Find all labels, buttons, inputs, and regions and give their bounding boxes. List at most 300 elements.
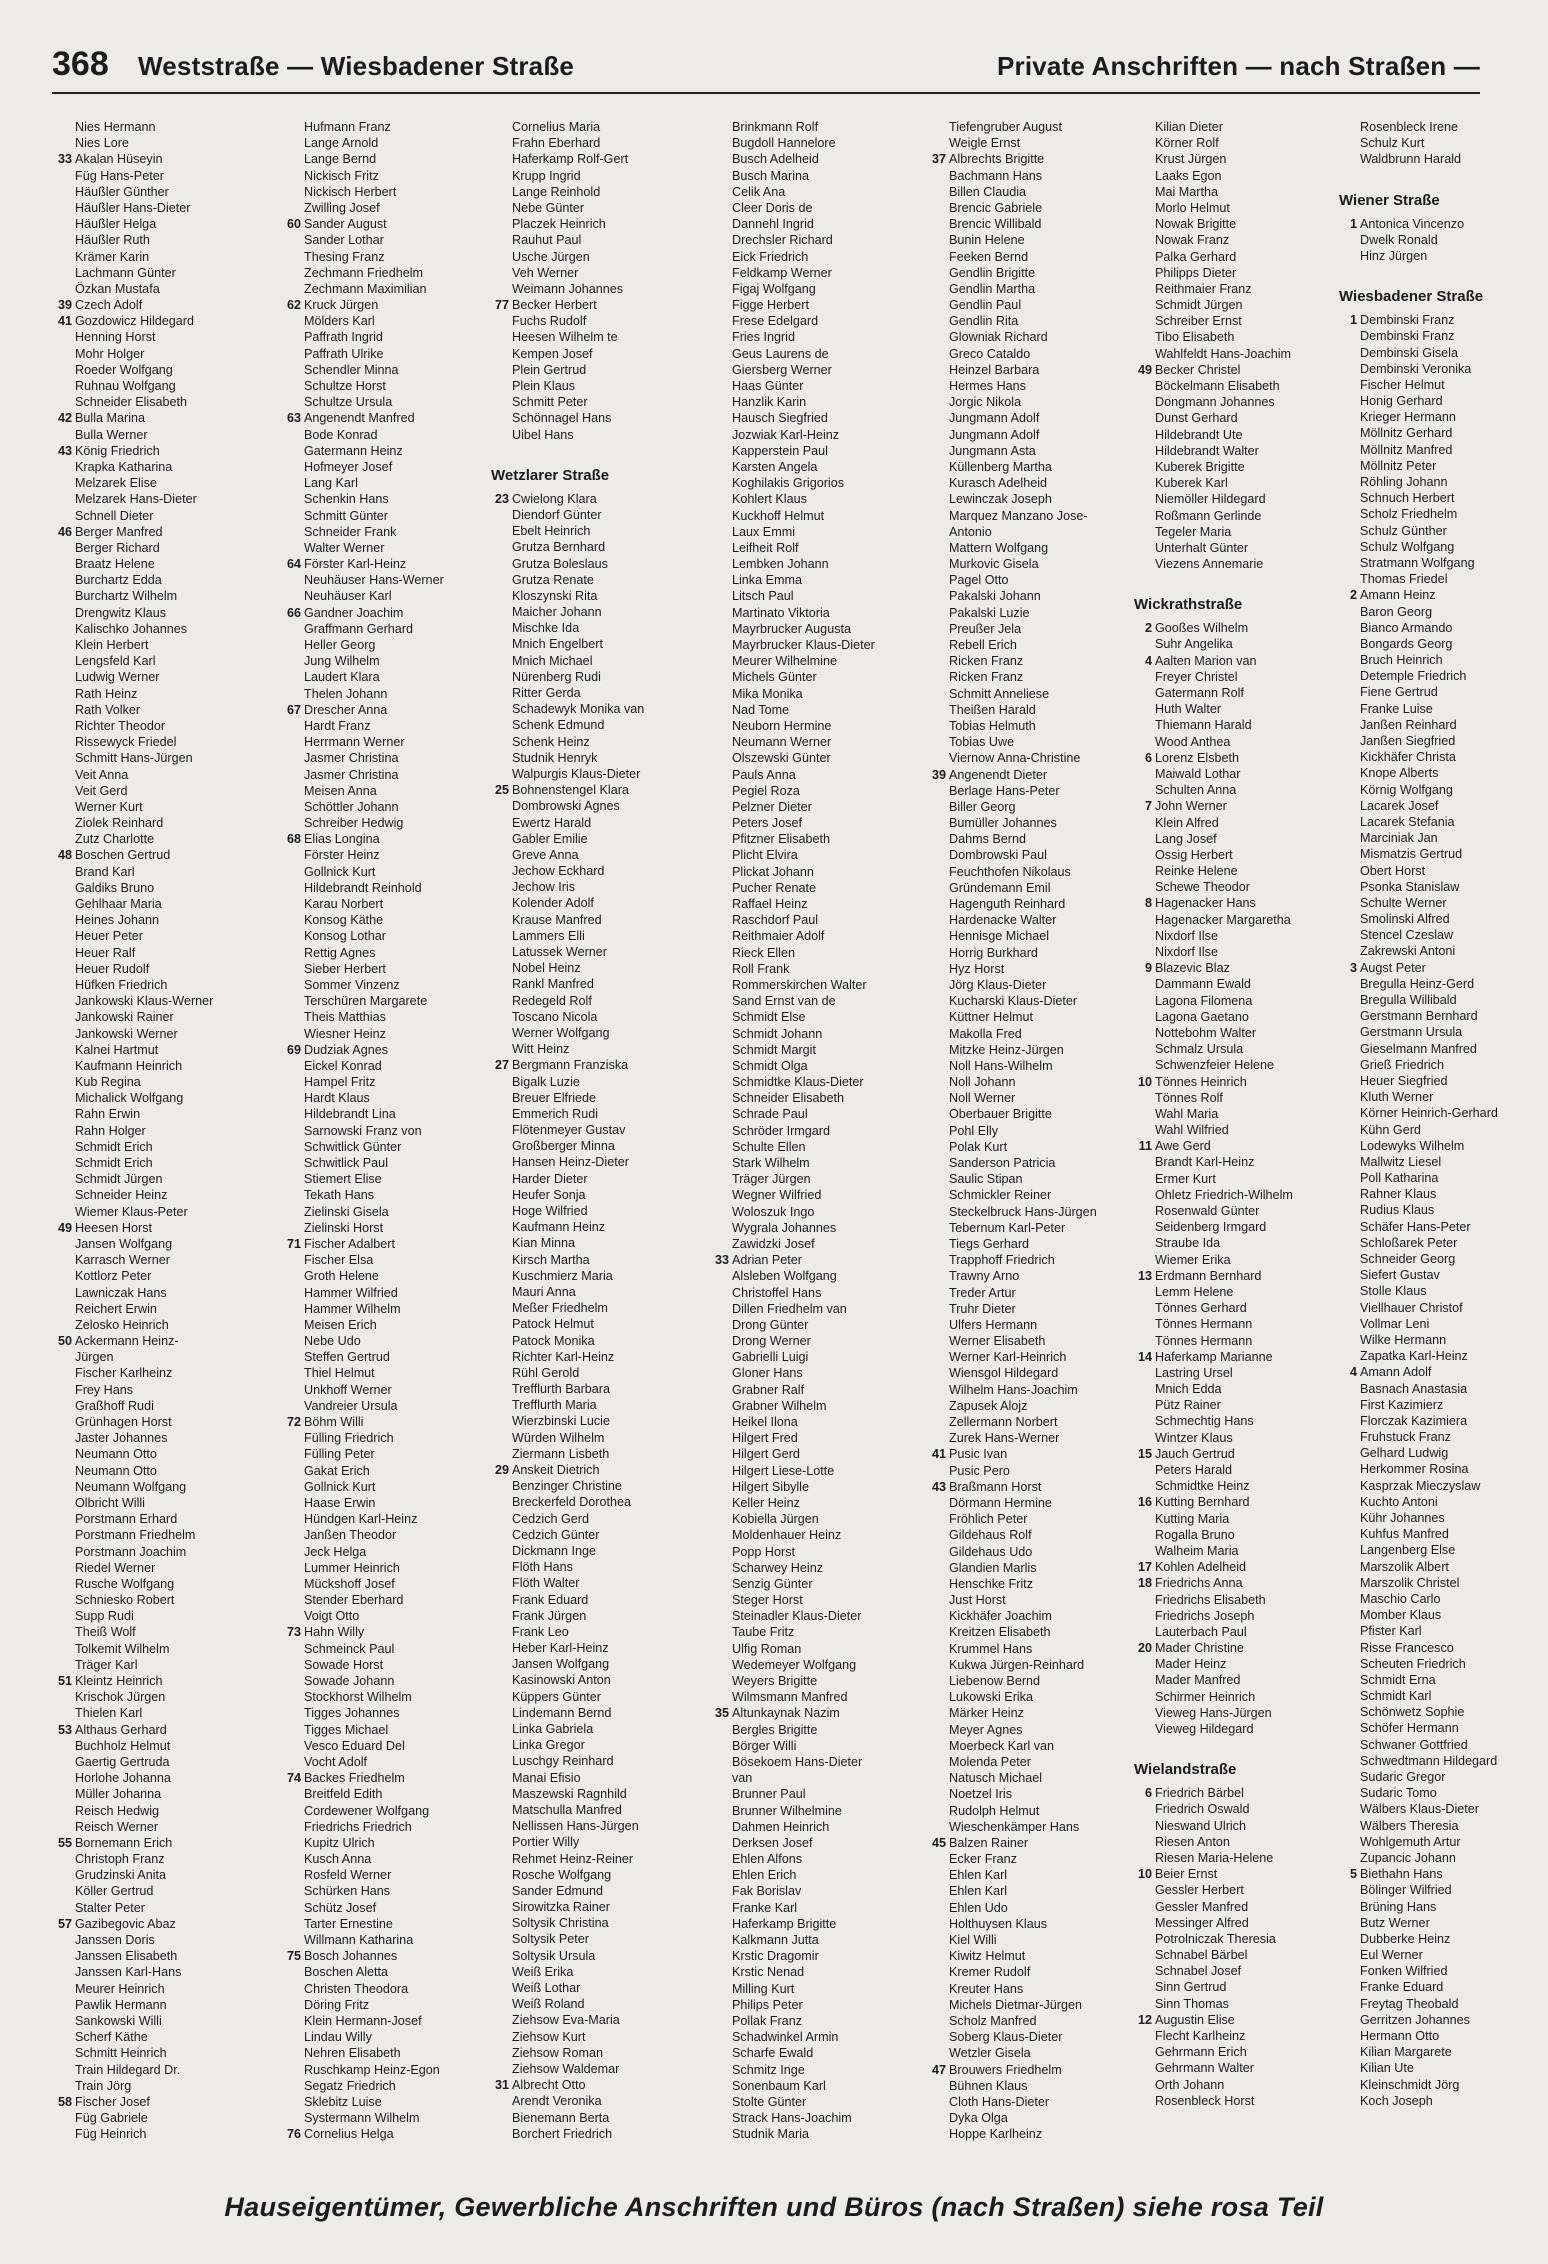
house-number [489, 734, 512, 750]
resident-name: Thielen Karl [75, 1706, 143, 1721]
directory-entry [1337, 1575, 1532, 1591]
directory-entry [926, 232, 1136, 248]
resident-name: Hardt Franz [304, 718, 371, 733]
street-heading: Wetzlarer Straße [491, 466, 610, 484]
resident-name: Mnich Engelbert [512, 637, 604, 652]
house-number [52, 540, 75, 556]
house-number [926, 1414, 949, 1430]
directory-entry [709, 880, 919, 896]
house-number [281, 2029, 304, 2045]
resident-name: Theis Matthias [304, 1010, 386, 1025]
directory-entry [1337, 571, 1532, 587]
resident-name: Pfister Karl [1360, 1624, 1422, 1639]
house-number [1337, 1656, 1360, 1672]
house-number [1132, 928, 1155, 944]
directory-entry [926, 151, 1136, 167]
directory-entry [52, 1317, 262, 1333]
resident-name: Gelhard Ludwig [1360, 1446, 1449, 1461]
resident-name: Fischer Elsa [304, 1253, 374, 1268]
resident-name: Mika Monika [732, 686, 803, 701]
house-number [926, 297, 949, 313]
house-number [489, 1980, 512, 1996]
house-number [1337, 1882, 1360, 1898]
house-number [926, 459, 949, 475]
house-number [281, 1851, 304, 1867]
directory-entry [709, 1365, 919, 1381]
directory-entry [926, 734, 1136, 750]
house-number [1132, 1996, 1155, 2012]
directory-entry [709, 378, 919, 394]
resident-name: Gabler Emilie [512, 831, 588, 846]
resident-name: Scheuten Friedrich [1360, 1656, 1466, 1671]
house-number [926, 1689, 949, 1705]
house-number [709, 1285, 732, 1301]
directory-entry [281, 1365, 491, 1381]
directory-entry [926, 1544, 1136, 1560]
resident-name: Dombrowski Agnes [512, 799, 620, 814]
resident-name: Rath Volker [75, 702, 141, 717]
directory-entry [281, 1624, 491, 1640]
directory-entry [709, 1705, 919, 1721]
resident-name: Schöttler Johann [304, 799, 399, 814]
house-number: 46 [57, 524, 72, 539]
directory-entry [1337, 701, 1532, 717]
directory-entry [1132, 2060, 1342, 2076]
house-number [1337, 1688, 1360, 1704]
resident-name: Fiene Gertrud [1360, 685, 1438, 700]
directory-entry [1132, 1041, 1342, 1057]
resident-name: Diendorf Günter [512, 507, 602, 522]
resident-name: Wälbers Theresia [1360, 1818, 1459, 1833]
house-number [709, 313, 732, 329]
resident-name: Rehmet Heinz-Reiner [512, 1851, 634, 1866]
resident-name: Krupp Ingrid [512, 168, 581, 183]
house-number: 41 [931, 1447, 946, 1462]
directory-entry [489, 1737, 699, 1753]
resident-name: Neumann Otto [75, 1447, 157, 1462]
house-number [281, 459, 304, 475]
directory-entry [1132, 1592, 1342, 1608]
directory-entry [281, 1106, 491, 1122]
resident-name: Henschke Fritz [949, 1576, 1033, 1591]
resident-name: Schmidt Johann [732, 1026, 823, 1041]
house-number [489, 976, 512, 992]
house-number [281, 378, 304, 394]
resident-name: Gabrielli Luigi [732, 1350, 809, 1365]
house-number [489, 944, 512, 960]
resident-name: Nellissen Hans-Jürgen [512, 1819, 639, 1834]
house-number [281, 1382, 304, 1398]
directory-entry [926, 346, 1136, 362]
house-number [926, 1641, 949, 1657]
house-number [52, 2013, 75, 2029]
resident-name: Portier Willy [512, 1835, 580, 1850]
house-number [1337, 2012, 1360, 2028]
directory-entry [281, 1349, 491, 1365]
resident-name: Rudius Klaus [1360, 1203, 1435, 1218]
house-number [709, 686, 732, 702]
house-number [489, 539, 512, 555]
directory-entry [709, 2126, 919, 2142]
house-number [52, 249, 75, 265]
directory-entry [281, 1430, 491, 1446]
directory-entry [52, 1430, 262, 1446]
house-number [1132, 1947, 1155, 1963]
resident-name: Maschio Carlo [1360, 1591, 1441, 1606]
directory-entry [1337, 911, 1532, 927]
house-number: 11 [1138, 1139, 1152, 1154]
resident-name: Schenk Heinz [512, 734, 590, 749]
resident-name: Hilgert Liese-Lotte [732, 1463, 835, 1478]
directory-entry [709, 572, 919, 588]
house-number [709, 767, 732, 783]
directory-entry [1337, 846, 1532, 862]
resident-name: Gakat Erich [304, 1463, 370, 1478]
house-number [52, 750, 75, 766]
house-number [926, 1058, 949, 1074]
house-number [52, 1463, 75, 1479]
directory-entry [281, 1252, 491, 1268]
resident-name: Neuborn Hermine [732, 718, 832, 733]
directory-entry [52, 750, 262, 766]
house-number [1337, 604, 1360, 620]
spacer [1132, 1737, 1342, 1755]
house-number [52, 459, 75, 475]
house-number [1337, 1461, 1360, 1477]
house-number [489, 1122, 512, 1138]
house-number [709, 1333, 732, 1349]
directory-entry [489, 1559, 699, 1575]
directory-entry [1337, 1154, 1532, 1170]
house-number [52, 1932, 75, 1948]
resident-name: Vandreier Ursula [304, 1398, 398, 1413]
resident-name: Kremer Rudolf [949, 1965, 1031, 1980]
directory-entry [1337, 1381, 1532, 1397]
house-number [1337, 1753, 1360, 1769]
directory-entry [489, 1818, 699, 1834]
directory-entry [1337, 2077, 1532, 2093]
house-number [1132, 1025, 1155, 1041]
resident-name: Feuchthofen Nikolaus [949, 864, 1071, 879]
directory-entry [52, 588, 262, 604]
resident-name: Schulz Günther [1360, 523, 1447, 538]
page-number: 368 [52, 45, 109, 83]
directory-entry [489, 2012, 699, 2028]
house-number [52, 2110, 75, 2126]
directory-entry [926, 1333, 1136, 1349]
house-number [489, 1138, 512, 1154]
house-number [489, 588, 512, 604]
house-number [489, 1672, 512, 1688]
house-number [926, 1204, 949, 1220]
resident-name: Neumann Otto [75, 1463, 157, 1478]
house-number [489, 1786, 512, 1802]
house-number [281, 1867, 304, 1883]
directory-entry [1337, 1542, 1532, 1558]
house-number [52, 329, 75, 345]
resident-name: Brinkmann Rolf [732, 120, 819, 134]
directory-entry [1132, 1979, 1342, 1995]
resident-name: Braßmann Horst [949, 1479, 1042, 1494]
directory-entry [489, 1511, 699, 1527]
spacer [489, 443, 699, 461]
directory-entry [709, 346, 919, 362]
directory-entry [281, 1689, 491, 1705]
resident-name: Jaster Johannes [75, 1431, 168, 1446]
resident-name: König Friedrich [75, 443, 160, 458]
house-number [281, 394, 304, 410]
resident-name: Flöth Walter [512, 1576, 580, 1591]
resident-name: Nehren Elisabeth [304, 2046, 401, 2061]
directory-entry [1337, 539, 1532, 555]
directory-entry [1337, 216, 1532, 232]
directory-entry [1337, 1656, 1532, 1672]
house-number [52, 2029, 75, 2045]
directory-entry [281, 1786, 491, 1802]
house-number [52, 2045, 75, 2061]
resident-name: Dannehl Ingrid [732, 217, 814, 232]
resident-name: Stiemert Elise [304, 1172, 382, 1187]
resident-name: Kuschmierz Maria [512, 1268, 613, 1283]
house-number [281, 961, 304, 977]
resident-name: Gieselmann Manfred [1360, 1041, 1477, 1056]
resident-name: Trawny Arno [949, 1269, 1020, 1284]
house-number [281, 1738, 304, 1754]
resident-name: Amann Heinz [1360, 588, 1436, 603]
directory-entry [52, 912, 262, 928]
house-number: 3 [1349, 960, 1357, 975]
house-number [52, 1657, 75, 1673]
resident-name: Bornemann Erich [75, 1835, 173, 1850]
directory-entry [489, 297, 699, 313]
house-number [926, 249, 949, 265]
house-number [709, 265, 732, 281]
directory-entry [1337, 943, 1532, 959]
directory-entry [709, 928, 919, 944]
house-number [926, 1786, 949, 1802]
directory-entry [52, 896, 262, 912]
directory-entry [281, 1705, 491, 1721]
house-number [1132, 685, 1155, 701]
resident-name: Kleinschmidt Jörg [1360, 2077, 1460, 2092]
resident-name: Koghilakis Grigorios [732, 476, 844, 491]
house-number [489, 1252, 512, 1268]
house-number [926, 1754, 949, 1770]
house-number: 43 [931, 1479, 946, 1494]
house-number: 33 [714, 1253, 729, 1268]
resident-name: Schmidt Margit [732, 1042, 816, 1057]
resident-name: Schmitt Günter [304, 508, 388, 523]
directory-entry [489, 1268, 699, 1284]
house-number [1132, 636, 1155, 652]
directory-entry [1132, 1446, 1342, 1462]
house-number [281, 1495, 304, 1511]
house-number [52, 1479, 75, 1495]
resident-name: Wilmsmann Manfred [732, 1690, 848, 1705]
house-number [52, 1851, 75, 1867]
directory-entry [926, 993, 1136, 1009]
directory-entry [52, 1414, 262, 1430]
resident-name: Hündgen Karl-Heinz [304, 1512, 418, 1527]
directory-entry [52, 1333, 262, 1349]
directory-entry [1132, 1478, 1342, 1494]
house-number [709, 945, 732, 961]
resident-name: Börger Willi [732, 1738, 797, 1753]
house-number [52, 1786, 75, 1802]
house-number [281, 1544, 304, 1560]
house-number [1132, 1608, 1155, 1624]
house-number [926, 1252, 949, 1268]
directory-entry [281, 378, 491, 394]
directory-entry [281, 540, 491, 556]
resident-name: Giersberg Werner [732, 362, 832, 377]
house-number [1132, 1511, 1155, 1527]
house-number [926, 1317, 949, 1333]
resident-name: Röhling Johann [1360, 475, 1448, 489]
house-number [926, 669, 949, 685]
directory-entry [281, 1803, 491, 1819]
directory-entry [709, 1689, 919, 1705]
directory-entry [52, 1786, 262, 1802]
directory-entry [926, 1592, 1136, 1608]
directory-entry [1337, 523, 1532, 539]
resident-name: Tegeler Maria [1155, 524, 1232, 539]
house-number [52, 1414, 75, 1430]
directory-entry [52, 799, 262, 815]
house-number [926, 1382, 949, 1398]
directory-entry [709, 1398, 919, 1414]
resident-name: Lastring Ursel [1155, 1365, 1233, 1380]
directory-entry [1132, 1527, 1342, 1543]
resident-name: Stockhorst Wilhelm [304, 1690, 412, 1705]
house-number [926, 1187, 949, 1203]
resident-name: Holthuysen Klaus [949, 1916, 1048, 1931]
house-number [1337, 1559, 1360, 1575]
house-number: 13 [1137, 1268, 1152, 1283]
house-number [926, 1981, 949, 1997]
directory-entry [52, 815, 262, 831]
directory-entry [1337, 1640, 1532, 1656]
house-number [1132, 815, 1155, 831]
directory-entry [281, 329, 491, 345]
resident-name: Pohl Elly [949, 1123, 998, 1138]
house-number [1132, 1979, 1155, 1995]
resident-name: Hildebrandt Ute [1155, 427, 1243, 442]
house-number [709, 1738, 732, 1754]
directory-entry [709, 961, 919, 977]
house-number [1132, 717, 1155, 733]
house-number [489, 701, 512, 717]
directory-entry [709, 1123, 919, 1139]
resident-name: Laux Emmi [732, 524, 795, 539]
resident-name: Potrolniczak Theresia [1155, 1931, 1276, 1946]
directory-entry [709, 1527, 919, 1543]
house-number [926, 524, 949, 540]
house-number: 2 [1349, 588, 1357, 603]
directory-entry [1132, 1090, 1342, 1106]
directory-entry [281, 427, 491, 443]
house-number [52, 1398, 75, 1414]
house-number [489, 135, 512, 151]
resident-name: Kutting Bernhard [1155, 1495, 1250, 1510]
resident-name: Brouwers Friedhelm [949, 2062, 1062, 2077]
resident-name: Brandt Karl-Heinz [1155, 1155, 1255, 1170]
directory-entry [709, 1900, 919, 1916]
house-number [52, 378, 75, 394]
house-number [281, 1446, 304, 1462]
resident-name: Ehlen Karl [949, 1884, 1008, 1899]
directory-entry [926, 281, 1136, 297]
resident-name: Gildehaus Rolf [949, 1528, 1032, 1543]
house-number [1132, 329, 1155, 345]
directory-entry [1132, 1300, 1342, 1316]
resident-name: Freyer Christel [1155, 669, 1238, 684]
house-number [926, 1819, 949, 1835]
directory-entry [1337, 232, 1532, 248]
directory-entry [926, 1932, 1136, 1948]
resident-name: Ecker Franz [949, 1852, 1017, 1867]
resident-name: Cornelius Maria [512, 120, 601, 134]
directory-entry [926, 1285, 1136, 1301]
house-number [281, 653, 304, 669]
resident-name: Schönwetz Sophie [1360, 1705, 1465, 1720]
directory-entry [709, 912, 919, 928]
resident-name: Fülling Friedrich [304, 1431, 394, 1446]
resident-name: Schloßarek Peter [1360, 1235, 1458, 1250]
resident-name: Gatermann Rolf [1155, 686, 1244, 700]
house-number [709, 734, 732, 750]
resident-name: Straube Ida [1155, 1236, 1221, 1251]
directory-entry [52, 135, 262, 151]
directory-entry [709, 2094, 919, 2110]
footer-note: Hauseigentümer, Gewerbliche Anschriften und Büros (nach Straßen) siehe rosa Teil [224, 2192, 1324, 2222]
house-number [1337, 798, 1360, 814]
resident-name: Klein Hermann-Josef [304, 2013, 422, 2028]
resident-name: Sonenbaum Karl [732, 2078, 826, 2093]
house-number [1132, 1333, 1155, 1349]
resident-name: Böhm Willi [304, 1415, 364, 1429]
resident-name: Klein Alfred [1155, 815, 1219, 830]
resident-name: Train Hildegard Dr. [75, 2062, 181, 2077]
resident-name: Sudaric Tomo [1360, 1786, 1437, 1801]
directory-entry [709, 1171, 919, 1187]
resident-name: Henning Horst [75, 330, 156, 345]
directory-entry [926, 1446, 1136, 1462]
directory-entry [489, 2126, 699, 2142]
directory-entry [489, 1592, 699, 1608]
house-number [489, 1349, 512, 1365]
resident-name: Scholz Manfred [949, 2013, 1037, 2028]
directory-entry [281, 184, 491, 200]
house-number [709, 491, 732, 507]
house-number [489, 1074, 512, 1090]
resident-name: Kub Regina [75, 1075, 141, 1090]
resident-name: Hilgert Fred [732, 1431, 798, 1446]
resident-name: Angenendt Dieter [949, 767, 1048, 782]
resident-name: Klein Herbert [75, 638, 149, 652]
directory-entry [926, 1074, 1136, 1090]
directory-entry [1337, 1170, 1532, 1186]
house-number [281, 168, 304, 184]
directory-entry [1132, 427, 1342, 443]
house-number [281, 783, 304, 799]
directory-entry [52, 2110, 262, 2126]
house-number [926, 653, 949, 669]
resident-name: Sieber Herbert [304, 961, 386, 976]
resident-name: Kaufmann Heinz [512, 1220, 606, 1235]
directory-entry [281, 1560, 491, 1576]
resident-name: Backes Friedhelm [304, 1771, 405, 1786]
